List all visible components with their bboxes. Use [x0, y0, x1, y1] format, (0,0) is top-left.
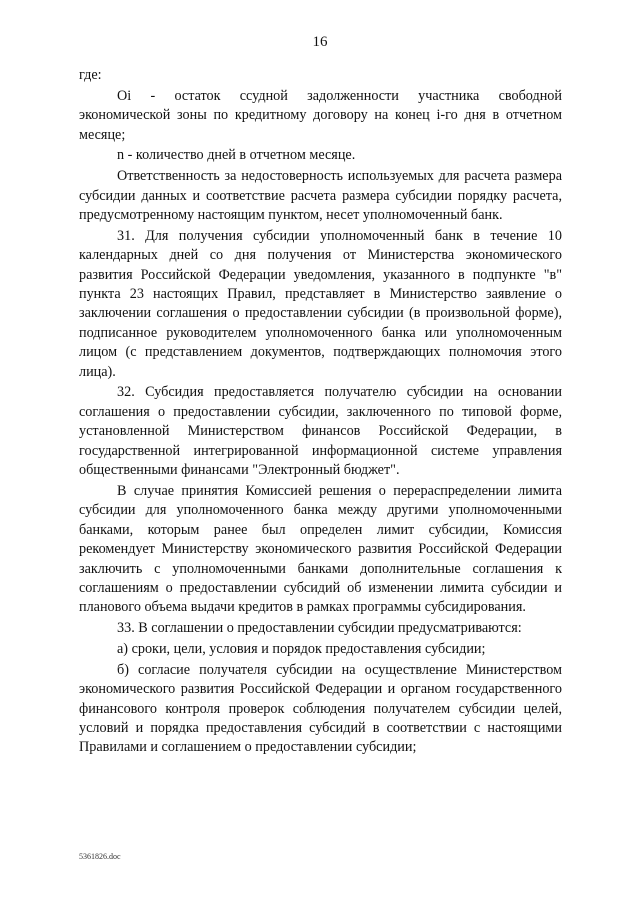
paragraph-oi-definition: Oi - остаток ссудной задолженности участника свободной экономической зоны по кредитному договору на конец i-го дня в отчетном месяце; — [79, 87, 562, 143]
paragraph-where: где: — [79, 67, 102, 83]
paragraph-redistribution: В случае принятия Комиссией решения о перераспределении лимита субсидии для уполномоченного банка между другими уполномоченными банками, которым ранее был определен лимит субсидии, Комиссия рекомендует Министерству экономического развития Российской Федерации заключить с уполномоченными банками дополнительные соглашения к соглашениям о предоставлении субсидий об изменении лимита субсидии и планового объема выдачи кредитов в рамках программы субсидирования. — [79, 482, 562, 616]
document-body — [79, 66, 562, 759]
paragraph-n-definition: n - количество дней в отчетном месяце. — [117, 147, 356, 164]
paragraph-responsibility: Ответственность за недостоверность используемых для расчета размера субсидии данных и соответствие расчета размера субсидии порядку расчета, предусмотренному настоящим пунктом, несет уполномоченный банк. — [79, 168, 562, 224]
paragraph-item-33-b: б) согласие получателя субсидии на осуществление Министерством экономического развития Российской Федерации и органом государственного финансового контроля проверок соблюдения получателем субсидии целей, условий и порядка предоставления субсидий в соответствии с настоящими Правилами и соглашением о предоставлении субсидии; — [79, 661, 562, 756]
paragraph-item-33-a: а) сроки, цели, условия и порядок предоставления субсидии; — [117, 640, 486, 657]
paragraph-item-32: 32. Субсидия предоставляется получателю субсидии на основании соглашения о предоставлении субсидии, заключенного по типовой форме, установленной Министерством финансов Российской Федерации, в государственной интегрированной информационной системе управления общественными финансами "Электронный бюджет". — [79, 384, 562, 479]
paragraph-item-31: 31. Для получения субсидии уполномоченный банк в течение 10 календарных дней со дня получения от Министерства экономического развития Российской Федерации уведомления, указанного в подпункте "в" пункта 23 настоящих Правил, представляет в Министерство заявление о заключении соглашения о предоставлении субсидии (в произвольной форме), подписанное руководителем уполномоченного банка или уполномоченным лицом (с представлением документов, подтверждающих полномочия этого лица). — [79, 227, 562, 380]
paragraph-item-33: 33. В соглашении о предоставлении субсидии предусматриваются: — [117, 620, 522, 637]
page-number: 16 — [312, 34, 328, 50]
document-footer: 5361826.doc — [79, 852, 121, 861]
